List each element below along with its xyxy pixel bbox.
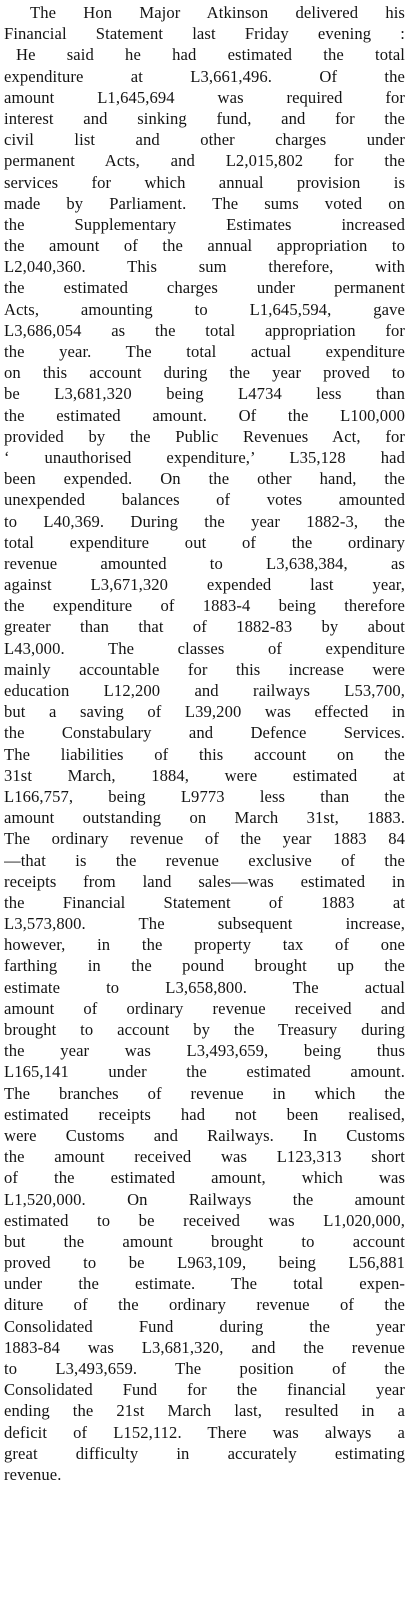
article-line: of the estimated amount, which was: [4, 1168, 405, 1188]
article-line: revenue amounted to L3,638,384, as: [4, 553, 405, 573]
article-line: the Financial Statement of 1883 at: [4, 892, 405, 912]
article-line: civil list and other charges under: [4, 130, 405, 150]
article-line: unexpended balances of votes amounted: [4, 490, 405, 510]
article-line: the year was L3,493,659, being thus: [4, 1041, 405, 1061]
article-line: L1,520,000. On Railways the amount: [4, 1189, 405, 1209]
article-line: —that is the revenue exclusive of the: [4, 850, 405, 870]
article-line: the amount received was L123,313 short: [4, 1147, 405, 1167]
article-line: provided by the Public Revenues Act, for: [4, 426, 405, 446]
article-line: the estimated charges under permanent: [4, 278, 405, 298]
article-line: amount of ordinary revenue received and: [4, 998, 405, 1018]
article-line: 1883-84 was L3,681,320, and the revenue: [4, 1337, 405, 1357]
article-line: were Customs and Railways. In Customs: [4, 1125, 405, 1145]
article-line: made by Parliament. The sums voted on: [4, 193, 405, 213]
article-line: amount outstanding on March 31st, 1883.: [4, 808, 405, 828]
article-line: against L3,671,320 expended last year,: [4, 575, 405, 595]
article-line: permanent Acts, and L2,015,802 for the: [4, 151, 405, 171]
article-line: ending the 21st March last, resulted in a: [4, 1401, 405, 1421]
article-line: total expenditure out of the ordinary: [4, 532, 405, 552]
article-line: Acts, amounting to L1,645,594, gave: [4, 299, 405, 319]
article-line: L3,686,054 as the total appropriation for: [4, 320, 405, 340]
article-line: deficit of L152,112. There was always a: [4, 1422, 405, 1442]
article-line: ‘ unauthorised expenditure,’ L35,128 had: [4, 447, 405, 467]
article-line: on this account during the year proved to: [4, 363, 405, 383]
article-line: mainly accountable for this increase were: [4, 659, 405, 679]
article-line: however, in the property tax of one: [4, 935, 405, 955]
article-line: the Constabulary and Defence Services.: [4, 723, 405, 743]
article-line: amount L1,645,694 was required for: [4, 87, 405, 107]
article-line: L166,757, being L9773 less than the: [4, 786, 405, 806]
article-line: 31st March, 1884, were estimated at: [4, 765, 405, 785]
article-line: The Hon Major Atkinson delivered his: [30, 3, 405, 22]
article-line: brought to account by the Treasury during: [4, 1020, 405, 1039]
article-line: estimated to be received was L1,020,000,: [4, 1210, 405, 1230]
article-line: estimated receipts had not been realised,: [4, 1104, 405, 1124]
article-line: receipts from land sales—was estimated in: [4, 871, 405, 891]
article-line: to L40,369. During the year 1882-3, the: [4, 511, 405, 531]
article-line: the estimated amount. Of the L100,000: [4, 405, 405, 425]
article-line: to L3,493,659. The position of the: [4, 1359, 405, 1378]
article-line: estimate to L3,658,800. The actual: [4, 977, 405, 997]
article-line: greater than that of 1882-83 by about: [4, 617, 405, 637]
article-line: the year. The total actual expenditure: [4, 342, 405, 361]
article-line: He said he had estimated the total: [16, 45, 405, 65]
article-line: the expenditure of 1883-4 being therefore: [4, 596, 405, 616]
article-line: expenditure at L3,661,496. Of the: [4, 66, 405, 86]
article-line: The branches of revenue in which the: [4, 1083, 405, 1103]
article-line: L165,141 under the estimated amount.: [4, 1062, 405, 1082]
article-line: diture of the ordinary revenue of the: [4, 1295, 405, 1315]
article-line: The liabilities of this account on the: [4, 744, 405, 764]
article-line: but the amount brought to account: [4, 1231, 405, 1251]
article-line: interest and sinking fund, and for the: [4, 108, 405, 128]
article-line: education L12,200 and railways L53,700,: [4, 681, 405, 700]
article-line: farthing in the pound brought up the: [4, 956, 405, 976]
article-line: be L3,681,320 being L4734 less than: [4, 384, 405, 404]
article-line: the amount of the annual appropriation to: [4, 236, 405, 256]
article-line: The ordinary revenue of the year 1883 84: [4, 829, 405, 849]
article-line: been expended. On the other hand, the: [4, 469, 405, 489]
article-line: proved to be L963,109, being L56,881: [4, 1253, 405, 1273]
article-line: L2,040,360. This sum therefore, with: [4, 257, 405, 277]
article-line: but a saving of L39,200 was effected in: [4, 702, 405, 722]
article-line: L43,000. The classes of expenditure: [4, 638, 405, 658]
article-line: services for which annual provision is: [4, 172, 405, 192]
article-line: revenue.: [4, 1464, 62, 1484]
article-line: the Supplementary Estimates increased: [4, 214, 405, 234]
article-line: L3,573,800. The subsequent increase,: [4, 914, 405, 934]
article-line: great difficulty in accurately estimating: [4, 1443, 405, 1463]
article-line: under the estimate. The total expen-: [4, 1274, 405, 1294]
article-line: Financial Statement last Friday evening :: [4, 24, 405, 44]
article-line: Consolidated Fund for the financial year: [4, 1380, 405, 1400]
article-line: Consolidated Fund during the year: [4, 1316, 405, 1336]
